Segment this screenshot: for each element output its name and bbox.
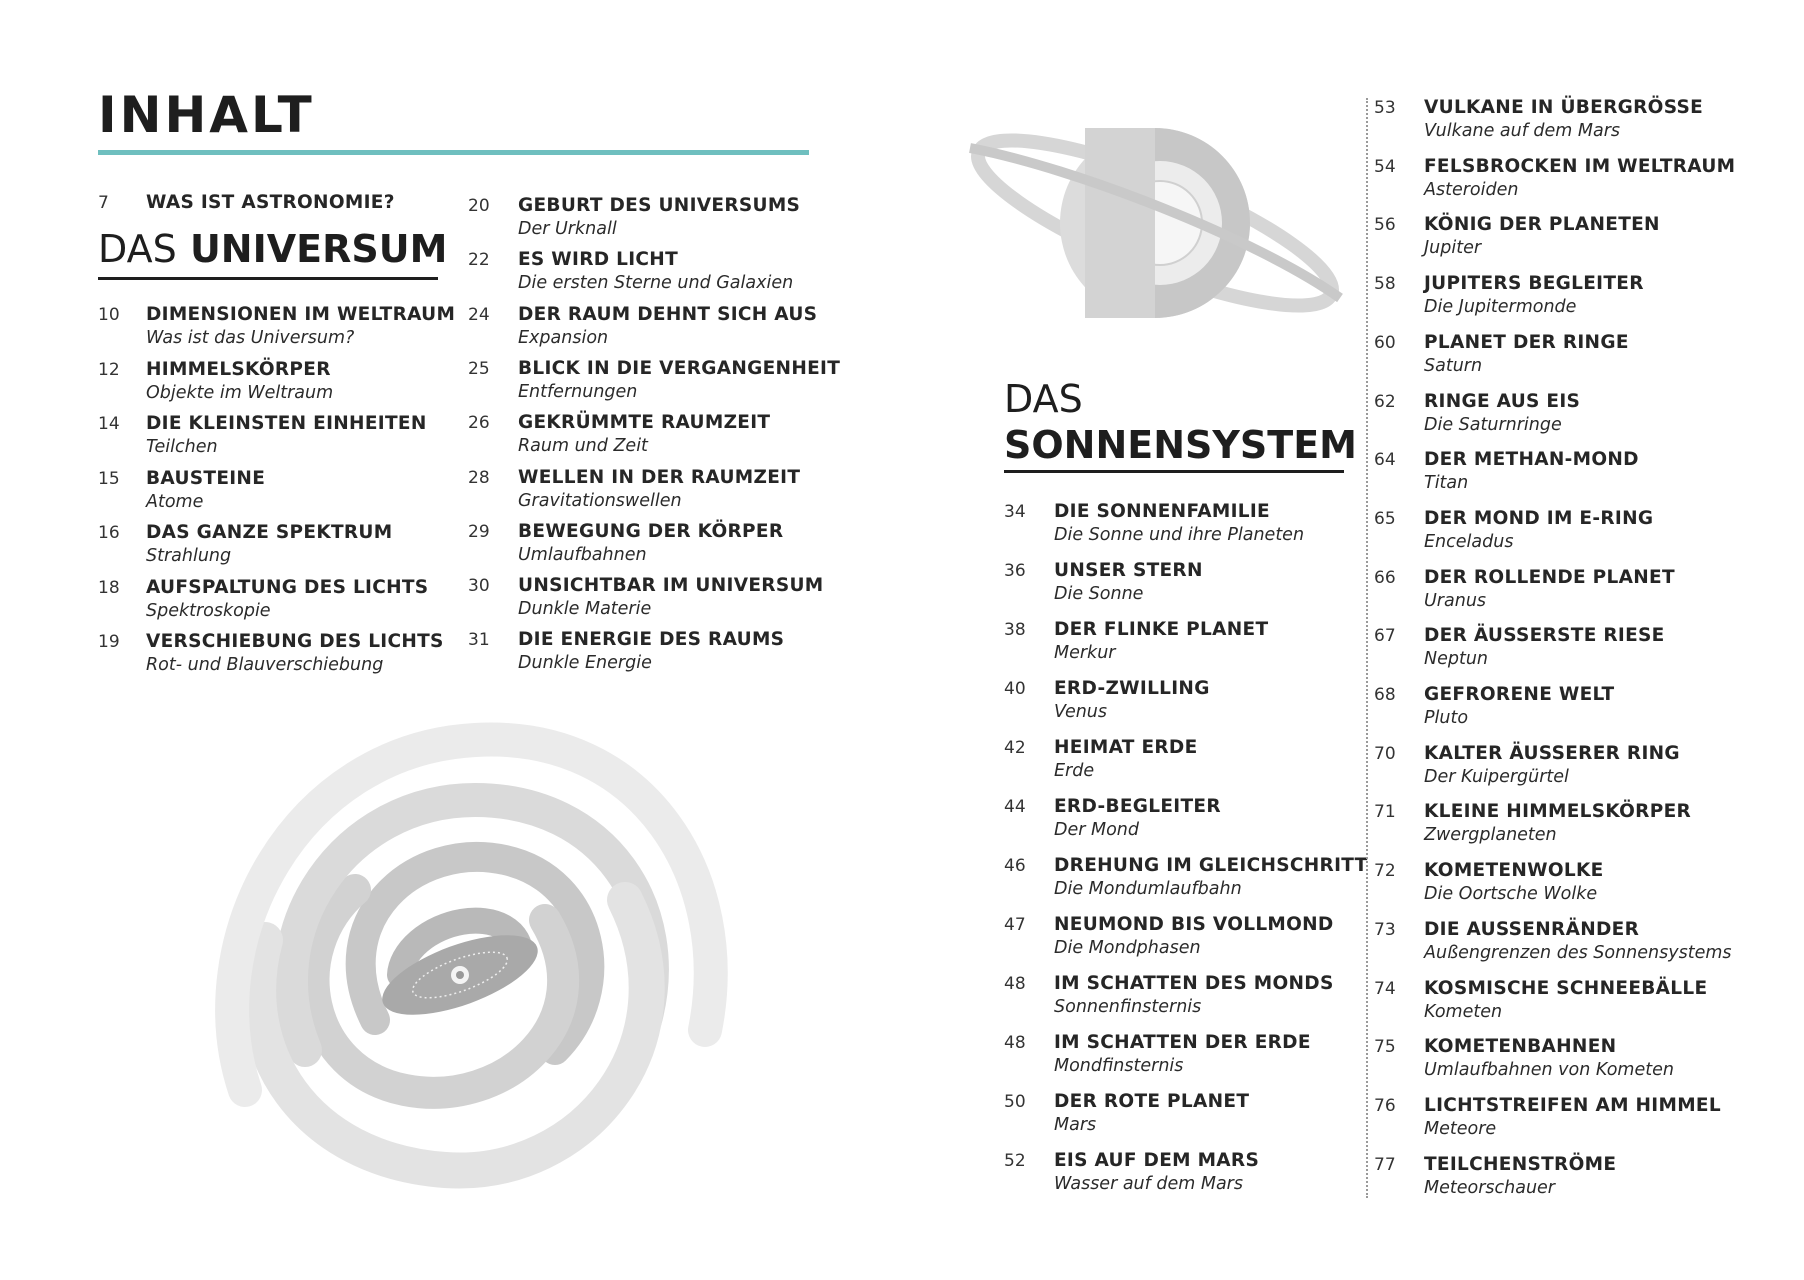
toc-text	[1424, 213, 1660, 260]
toc-text	[1424, 918, 1732, 965]
toc-page-number: 72	[1374, 861, 1396, 882]
toc-page-number: 71	[1374, 802, 1396, 823]
toc-item[interactable]	[1004, 736, 1198, 783]
toc-subtitle: Mars	[1054, 1115, 1097, 1135]
toc-title: DER METHAN-MOND	[1424, 449, 1639, 471]
toc-text	[1054, 736, 1198, 783]
toc-title: DER FLINKE PLANET	[1054, 619, 1269, 640]
saturn-illustration	[955, 88, 1355, 358]
toc-title: DIE KLEINSTEN EINHEITEN	[146, 413, 427, 434]
toc-text	[518, 248, 793, 295]
toc-text	[1424, 155, 1735, 202]
galaxy-illustration	[175, 690, 745, 1260]
toc-item[interactable]	[1004, 500, 1304, 547]
toc-page-number: 36	[1004, 561, 1026, 581]
toc-text	[1054, 972, 1334, 1019]
toc-page-number: 19	[98, 632, 120, 652]
toc-subtitle: Strahlung	[146, 546, 232, 566]
toc-item[interactable]	[1374, 683, 1614, 730]
toc-text	[1054, 1031, 1311, 1078]
toc-page-number: 28	[468, 467, 490, 488]
toc-subtitle: Jupiter	[1424, 238, 1482, 259]
toc-item-intro[interactable]	[98, 191, 395, 215]
toc-item[interactable]	[1374, 1094, 1721, 1141]
toc-subtitle: Gravitationswellen	[518, 490, 682, 511]
toc-text	[1424, 272, 1644, 319]
toc-title: HIMMELSKÖRPER	[146, 358, 331, 380]
toc-page-number: 24	[468, 304, 490, 325]
toc-page-number: 25	[468, 358, 490, 379]
toc-title: IM SCHATTEN DES MONDS	[1054, 973, 1334, 994]
toc-item[interactable]	[1374, 977, 1707, 1024]
toc-page-number: 22	[468, 250, 490, 271]
toc-text	[1424, 1094, 1721, 1141]
toc-page-number: 50	[1004, 1092, 1026, 1112]
toc-title: WAS IST ASTRONOMIE?	[146, 192, 395, 213]
toc-item[interactable]	[1004, 795, 1221, 842]
toc-title: DIE AUSSENRÄNDER	[1424, 918, 1640, 940]
toc-text	[1054, 677, 1210, 724]
toc-page-number: 15	[98, 468, 120, 489]
title-rule	[98, 150, 809, 155]
toc-page-number: 68	[1374, 685, 1396, 705]
toc-item[interactable]	[1374, 742, 1680, 789]
toc-subtitle: Meteore	[1424, 1118, 1497, 1139]
section-heading-universum	[98, 227, 448, 271]
toc-subtitle: Asteroiden	[1424, 179, 1519, 200]
toc-item[interactable]	[98, 467, 265, 514]
toc-item[interactable]	[1374, 624, 1665, 671]
toc-item[interactable]	[1374, 213, 1660, 260]
toc-title: DER RAUM DEHNT SICH AUS	[518, 303, 818, 325]
toc-text	[1054, 559, 1203, 606]
toc-item[interactable]	[468, 248, 793, 295]
toc-text	[1424, 800, 1691, 847]
toc-subtitle: Dunkle Energie	[518, 653, 652, 674]
toc-text	[518, 520, 783, 567]
toc-page-number: 76	[1374, 1095, 1396, 1116]
toc-text	[1054, 795, 1221, 842]
toc-text	[1054, 913, 1334, 960]
toc-title: KÖNIG DER PLANETEN	[1424, 214, 1660, 236]
toc-subtitle: Titan	[1424, 473, 1469, 494]
toc-title: KOMETENBAHNEN	[1424, 1036, 1617, 1058]
section-heading-bold: SONNENSYSTEM	[1004, 423, 1357, 467]
toc-item[interactable]	[468, 628, 784, 675]
toc-item[interactable]	[1374, 1153, 1616, 1200]
toc-item[interactable]	[1374, 96, 1703, 143]
toc-text	[1054, 854, 1368, 901]
toc-text	[146, 576, 428, 623]
toc-page-number: 18	[98, 577, 120, 598]
toc-title: BAUSTEINE	[146, 467, 266, 489]
toc-text	[518, 628, 784, 675]
toc-text	[518, 411, 770, 458]
toc-title: TEILCHENSTRÖME	[1424, 1153, 1617, 1175]
toc-text	[1424, 624, 1665, 671]
toc-title: JUPITERS BEGLEITER	[1424, 273, 1644, 295]
toc-subtitle: Umlaufbahnen von Kometen	[1424, 1060, 1674, 1081]
toc-text	[1424, 566, 1675, 613]
toc-page-number: 34	[1004, 502, 1026, 522]
toc-subtitle: Wasser auf dem Mars	[1054, 1174, 1243, 1194]
toc-page-number: 52	[1004, 1151, 1026, 1171]
toc-page-number: 20	[468, 196, 490, 216]
toc-title: UNSICHTBAR IM UNIVERSUM	[518, 575, 824, 597]
toc-item[interactable]	[1374, 272, 1644, 319]
toc-title: EIS AUF DEM MARS	[1054, 1150, 1260, 1171]
toc-title: DER ROTE PLANET	[1054, 1091, 1250, 1112]
toc-subtitle: Teilchen	[146, 437, 218, 457]
toc-subtitle: Die Mondphasen	[1054, 938, 1201, 958]
toc-title: DER ÄUSSERSTE RIESE	[1424, 625, 1665, 647]
toc-text	[1424, 448, 1639, 495]
toc-item[interactable]	[468, 357, 840, 404]
toc-subtitle: Der Mond	[1054, 820, 1140, 840]
toc-text	[1424, 331, 1629, 378]
toc-item[interactable]	[1374, 448, 1639, 495]
toc-title: HEIMAT ERDE	[1054, 737, 1198, 758]
toc-item[interactable]	[1374, 918, 1732, 965]
toc-title: KOSMISCHE SCHNEEBÄLLE	[1424, 977, 1708, 999]
toc-item[interactable]	[1004, 1031, 1311, 1078]
toc-page-number: 73	[1374, 919, 1396, 940]
toc-subtitle: Spektroskopie	[146, 600, 271, 621]
toc-item[interactable]	[1004, 677, 1210, 724]
toc-text	[518, 194, 800, 241]
toc-item[interactable]	[468, 303, 817, 350]
toc-page-number: 16	[98, 523, 120, 543]
toc-page-number: 64	[1374, 450, 1396, 471]
toc-page-number: 30	[468, 576, 490, 597]
toc-title: LICHTSTREIFEN AM HIMMEL	[1424, 1094, 1721, 1116]
toc-text	[1424, 859, 1604, 906]
toc-text	[1054, 618, 1268, 665]
toc-text	[1424, 96, 1703, 143]
section-heading-light: DAS	[1004, 377, 1083, 421]
toc-text	[518, 574, 823, 621]
toc-subtitle: Die Saturnringe	[1424, 414, 1562, 435]
toc-title: NEUMOND BIS VOLLMOND	[1054, 914, 1334, 935]
toc-item[interactable]	[1004, 972, 1334, 1019]
toc-title: VERSCHIEBUNG DES LICHTS	[146, 631, 444, 652]
toc-page-number: 12	[98, 359, 120, 380]
toc-subtitle: Expansion	[518, 327, 609, 348]
toc-page-number: 46	[1004, 856, 1026, 876]
toc-subtitle: Mondfinsternis	[1054, 1056, 1184, 1076]
toc-subtitle: Die Sonne	[1054, 584, 1144, 604]
toc-page-number: 26	[468, 413, 490, 434]
toc-title: WELLEN IN DER RAUMZEIT	[518, 466, 801, 488]
toc-text	[146, 358, 333, 405]
toc-subtitle: Kometen	[1424, 1001, 1503, 1022]
toc-item[interactable]	[1374, 331, 1629, 378]
toc-subtitle: Vulkane auf dem Mars	[1424, 121, 1621, 141]
toc-page-number: 53	[1374, 98, 1396, 118]
toc-subtitle: Meteorschauer	[1424, 1177, 1556, 1198]
section-rule-universum	[98, 277, 438, 280]
toc-subtitle: Die Jupitermonde	[1424, 297, 1577, 318]
toc-text	[1424, 977, 1707, 1024]
toc-text	[1424, 507, 1653, 554]
toc-item[interactable]	[98, 521, 392, 568]
toc-page-number: 14	[98, 414, 120, 434]
toc-title: GEBURT DES UNIVERSUMS	[518, 195, 801, 216]
toc-title: ES WIRD LICHT	[518, 249, 678, 271]
toc-page-number: 70	[1374, 743, 1396, 764]
section-heading-light: DAS	[98, 227, 177, 271]
toc-text	[146, 412, 427, 459]
toc-subtitle: Der Urknall	[518, 219, 617, 239]
toc-title: AUFSPALTUNG DES LICHTS	[146, 576, 429, 598]
toc-item[interactable]	[468, 520, 783, 567]
toc-text	[1054, 1149, 1259, 1196]
toc-subtitle: Sonnenfinsternis	[1054, 997, 1202, 1017]
toc-title: DIE ENERGIE DES RAUMS	[518, 629, 785, 651]
toc-text	[1054, 1090, 1249, 1137]
toc-title: KLEINE HIMMELSKÖRPER	[1424, 801, 1692, 823]
toc-item[interactable]	[1374, 800, 1691, 847]
toc-text	[1424, 1153, 1616, 1200]
toc-title: FELSBROCKEN IM WELTRAUM	[1424, 155, 1736, 177]
toc-text	[1424, 683, 1614, 730]
toc-subtitle: Erde	[1054, 761, 1095, 781]
toc-page-number: 60	[1374, 332, 1396, 353]
toc-subtitle: Dunkle Materie	[518, 599, 652, 620]
toc-title: DREHUNG IM GLEICHSCHRITT	[1054, 855, 1368, 876]
toc-subtitle: Rot- und Blauverschiebung	[146, 655, 384, 675]
toc-text	[518, 303, 817, 350]
toc-text	[1054, 500, 1304, 547]
toc-item[interactable]	[98, 358, 333, 405]
section-rule-sonnensystem	[1004, 470, 1344, 473]
toc-subtitle: Objekte im Weltraum	[146, 382, 334, 403]
toc-item[interactable]	[1374, 390, 1580, 437]
toc-title: PLANET DER RINGE	[1424, 331, 1629, 353]
toc-item[interactable]	[1374, 859, 1604, 906]
toc-subtitle: Uranus	[1424, 590, 1487, 611]
toc-text	[518, 357, 840, 404]
toc-subtitle: Die Sonne und ihre Planeten	[1054, 525, 1305, 545]
toc-title: DER ROLLENDE PLANET	[1424, 566, 1675, 588]
toc-subtitle: Was ist das Universum?	[146, 328, 355, 348]
toc-page-number: 75	[1374, 1037, 1396, 1058]
toc-title: DIMENSIONEN IM WELTRAUM	[146, 304, 456, 325]
section-heading-sonnensystem	[1004, 377, 1357, 467]
toc-page-number: 48	[1004, 1033, 1026, 1053]
toc-item[interactable]	[1374, 155, 1735, 202]
toc-item[interactable]	[1374, 507, 1653, 554]
toc-title: DIE SONNENFAMILIE	[1054, 501, 1270, 522]
toc-subtitle: Die Mondumlaufbahn	[1054, 879, 1242, 899]
toc-item[interactable]	[468, 574, 823, 621]
toc-title: ERD-BEGLEITER	[1054, 796, 1221, 817]
toc-title: BLICK IN DIE VERGANGENHEIT	[518, 357, 841, 379]
toc-title: DER MOND IM E-RING	[1424, 507, 1654, 529]
toc-page-number: 7	[98, 193, 109, 213]
toc-page-number: 42	[1004, 738, 1026, 758]
section-heading-bold: UNIVERSUM	[189, 227, 448, 271]
toc-text	[146, 303, 455, 350]
toc-title: GEKRÜMMTE RAUMZEIT	[518, 412, 771, 434]
toc-subtitle: Der Kuipergürtel	[1424, 766, 1569, 787]
toc-page-number: 10	[98, 305, 120, 325]
toc-subtitle: Die ersten Sterne und Galaxien	[518, 273, 794, 294]
toc-subtitle: Umlaufbahnen	[518, 544, 647, 565]
toc-page-number: 74	[1374, 978, 1396, 999]
toc-item[interactable]	[1004, 1090, 1249, 1137]
toc-page-number: 58	[1374, 274, 1396, 295]
toc-subtitle: Atome	[146, 491, 204, 512]
toc-item[interactable]	[468, 194, 800, 241]
page-title: INHALT	[98, 86, 315, 144]
toc-text	[1424, 1035, 1674, 1082]
toc-item[interactable]	[98, 303, 455, 350]
toc-title: UNSER STERN	[1054, 560, 1203, 581]
toc-page-number: 67	[1374, 626, 1396, 647]
toc-page-number: 47	[1004, 915, 1026, 935]
toc-text	[1424, 390, 1580, 437]
toc-subtitle: Die Oortsche Wolke	[1424, 884, 1598, 905]
column-divider	[1366, 98, 1368, 1198]
toc-page-number: 66	[1374, 567, 1396, 588]
toc-page-number: 62	[1374, 391, 1396, 412]
toc-title: GEFRORENE WELT	[1424, 684, 1615, 705]
toc-subtitle: Neptun	[1424, 649, 1489, 670]
toc-subtitle: Enceladus	[1424, 531, 1514, 552]
toc-text	[146, 467, 265, 514]
toc-page-number: 65	[1374, 508, 1396, 529]
toc-title: IM SCHATTEN DER ERDE	[1054, 1032, 1311, 1053]
toc-item[interactable]	[1374, 1035, 1674, 1082]
toc-page-number: 40	[1004, 679, 1026, 699]
toc-page-number: 29	[468, 521, 490, 542]
toc-item[interactable]	[1004, 854, 1368, 901]
toc-title: KALTER ÄUSSERER RING	[1424, 742, 1680, 764]
toc-text	[1424, 742, 1680, 789]
toc-page-number: 48	[1004, 974, 1026, 994]
toc-page-number: 56	[1374, 215, 1396, 236]
toc-item[interactable]	[468, 411, 770, 458]
toc-text	[518, 466, 800, 513]
toc-subtitle: Merkur	[1054, 643, 1116, 663]
toc-page-number: 77	[1374, 1154, 1396, 1175]
toc-item[interactable]	[1004, 559, 1203, 606]
toc-text	[146, 521, 392, 568]
toc-item[interactable]	[98, 576, 428, 623]
toc-item[interactable]	[1004, 618, 1268, 665]
toc-title: KOMETENWOLKE	[1424, 860, 1604, 882]
toc-subtitle: Venus	[1054, 702, 1108, 722]
toc-item[interactable]	[1004, 1149, 1259, 1196]
toc-title: ERD-ZWILLING	[1054, 678, 1210, 699]
toc-item[interactable]	[1004, 913, 1334, 960]
toc-item[interactable]	[98, 630, 444, 677]
toc-title: VULKANE IN ÜBERGRÖSSE	[1424, 97, 1704, 118]
toc-item[interactable]	[98, 412, 427, 459]
toc-subtitle: Saturn	[1424, 355, 1483, 376]
toc-title: RINGE AUS EIS	[1424, 390, 1581, 412]
toc-text	[146, 630, 444, 677]
toc-item[interactable]	[1374, 566, 1675, 613]
toc-title: BEWEGUNG DER KÖRPER	[518, 520, 784, 542]
toc-subtitle: Zwergplaneten	[1424, 825, 1557, 846]
toc-title: DAS GANZE SPEKTRUM	[146, 522, 393, 543]
toc-page-number: 54	[1374, 156, 1396, 177]
toc-subtitle: Pluto	[1424, 708, 1469, 728]
toc-item[interactable]	[468, 466, 800, 513]
toc-subtitle: Außengrenzen des Sonnensystems	[1424, 942, 1732, 963]
toc-page-number: 44	[1004, 797, 1026, 817]
toc-page-number: 31	[468, 630, 490, 651]
toc-page-number: 38	[1004, 620, 1026, 640]
toc-subtitle: Raum und Zeit	[518, 436, 648, 457]
toc-subtitle: Entfernungen	[518, 381, 638, 402]
